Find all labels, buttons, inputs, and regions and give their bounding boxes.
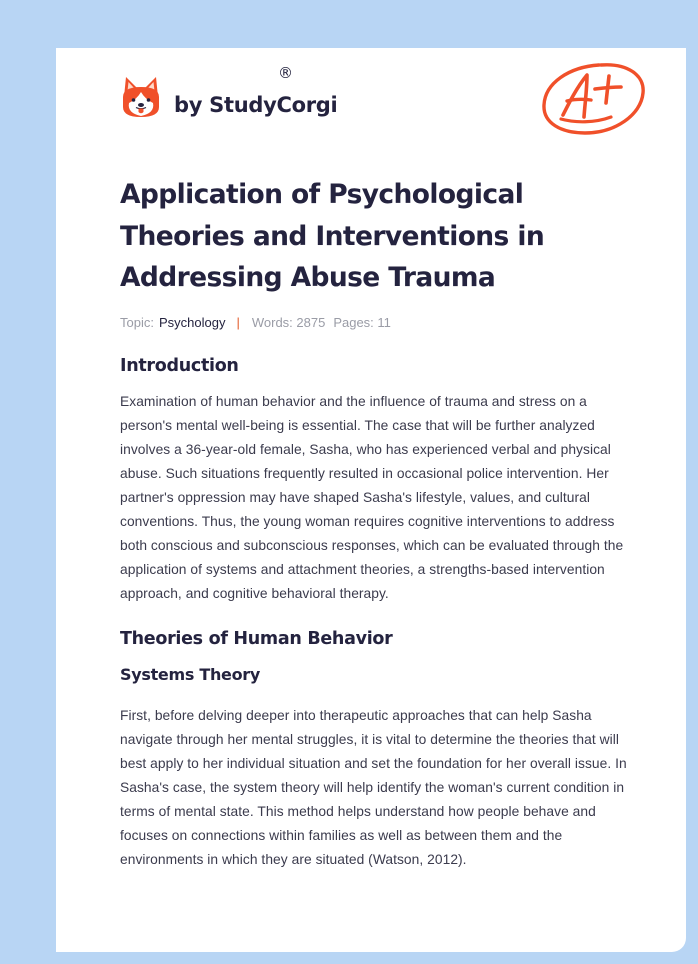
article-content: [120, 174, 635, 872]
systems-theory-paragraph: First, before delving deeper into therapeutic approaches that can help Sasha navigate through her mental struggles, it is vital to determine the theories that will best apply to her individual situation and set the foundation for her overall issue. In Sasha's case, the system theory will help identify the woman's current condition in terms of mental state. This method helps understand how people behave and focuses on connections within families as well as between them and the environments in which they are situated (Watson, 2012).: [120, 707, 627, 867]
introduction-paragraph: Examination of human behavior and the influence of trauma and stress on a person's mental well-being is essential. The case that will be further analyzed involves a 36-year-old female, Sasha, who has experienced verbal and physical abuse. Such situations frequently resulted in occasional police intervention. Her partner's oppression may have shaped Sasha's lifestyle, values, and cultural conventions. Thus, the young woman requires cognitive interventions to address both conscious and subconscious responses, which can be evaluated through the application of systems and attachment theories, a strengths-based intervention approach, and cognitive behavioral therapy.: [120, 393, 624, 601]
subsection-heading-systems-theory: Systems Theory: [120, 664, 261, 684]
page-title: Application of Psychological Theories and Interventions in Addressing Abuse Trauma: [120, 179, 545, 293]
section-heading-introduction: Introduction: [120, 355, 239, 376]
corgi-icon: [121, 75, 161, 121]
document-meta: [120, 313, 635, 333]
page-count: Pages: 11: [333, 315, 391, 330]
logo-text: by StudyCorgi: [174, 93, 338, 117]
studycorgi-logo[interactable]: [121, 75, 337, 121]
word-count: Words: 2875: [251, 315, 326, 330]
meta-separator: |: [236, 315, 240, 330]
topic-link[interactable]: Psychology: [158, 315, 226, 330]
topic-label: Topic:: [120, 315, 154, 330]
section-heading-theories: Theories of Human Behavior: [120, 628, 393, 649]
a-plus-grade-icon: [539, 59, 649, 141]
registered-mark: ®: [278, 64, 293, 82]
document-card: [56, 48, 686, 952]
header: [56, 48, 686, 158]
